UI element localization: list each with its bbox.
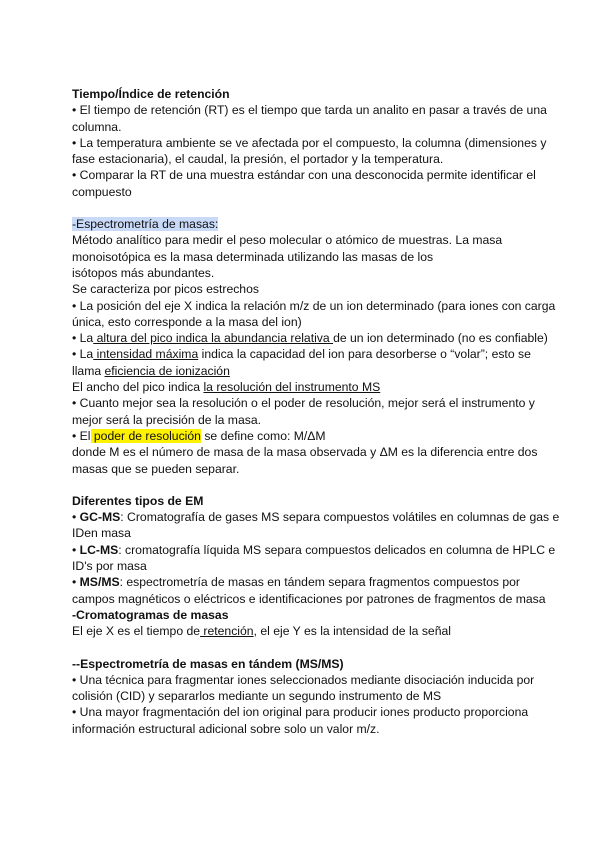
- chromatogram-axes-text: El eje X es el tiempo de retención, el eje Y es la intensidad de la señal: [72, 624, 451, 639]
- bullet-gc-ms: • GC-MS: Cromatografía de gases MS separa compuestos volátiles en columnas de gas e IDen masa: [72, 510, 560, 541]
- resolving-power-definition: donde M es el número de masa de la masa observada y ΔM es la diferencia entre dos masas que se pueden separar.: [72, 445, 538, 476]
- bullet-lc-ms: • LC-MS: cromatografía líquida MS separa compuestos delicados en columna de HPLC e ID's por masa: [72, 542, 556, 574]
- bullet-resolving-power: • El poder de resolución se define como: M/ΔM: [72, 428, 326, 443]
- section-heading-mass-spec: -Espectrometría de masas:: [72, 217, 219, 232]
- bullet-cid: • Una técnica para fragmentar iones seleccionados mediante disociación inducida por colisión (CID) y separarlos mediante un segundo instrumento de MS: [72, 672, 535, 704]
- mass-spec-definition: Método analítico para medir el peso molecular o atómico de muestras. La masa monoisotópica es la masa determinada utilizando las masas de los: [72, 233, 503, 264]
- bullet-compare-rt: • Comparar la RT de una muestra estándar con una desconocida permite identificar el compuesto: [72, 168, 536, 199]
- section-heading-em-types: Diferentes tipos de EM: [72, 493, 204, 508]
- narrow-peaks-text: Se caracteriza por picos estrechos: [72, 282, 259, 297]
- subheading-chromatograms: -Cromatogramas de masas: [72, 607, 229, 622]
- bullet-resolution: • Cuanto mejor sea la resolución o el poder de resolución, mejor será el instrumento y mejor será la precisión de la masa.: [72, 396, 535, 427]
- bullet-max-intensity: • La intensidad máxima indica la capacidad del ion para desorberse o “volar”; esto se llama eficiencia de ionización: [72, 347, 531, 378]
- peak-width-text: El ancho del pico indica la resolución del instrumento MS: [72, 380, 381, 395]
- bullet-rt-definition: • El tiempo de retención (RT) es el tiempo que tarda un analito en pasar a través de una columna.: [72, 103, 547, 134]
- bullet-peak-height: • La altura del pico indica la abundancia relativa de un ion determinado (no es confiable): [72, 331, 548, 346]
- document-body: [72, 86, 560, 737]
- bullet-ms-ms: • MS/MS: espectrometría de masas en tándem separa fragmentos compuestos por campos magnéticos o eléctricos e identificaciones por patrones de fragmentos de masa: [72, 575, 546, 606]
- section-heading-tandem: --Espectrometría de masas en tándem (MS/MS): [72, 656, 344, 671]
- mass-spec-definition-cont: isótopos más abundantes.: [72, 265, 215, 280]
- bullet-temperature: • La temperatura ambiente se ve afectada por el compuesto, la columna (dimensiones y fase estacionaria), el caudal, la presión, el portador y la temperatura.: [72, 135, 547, 167]
- bullet-x-axis: • La posición del eje X indica la relación m/z de un ion determinado (para iones con carga única, esto corresponde a la masa del ion): [72, 298, 556, 329]
- bullet-fragmentation: • Una mayor fragmentación del ion original para producir iones producto proporciona información estructural adicional sobre solo un valor m/z.: [72, 705, 529, 736]
- section-heading-retention: Tiempo/Índice de retención: [72, 87, 230, 101]
